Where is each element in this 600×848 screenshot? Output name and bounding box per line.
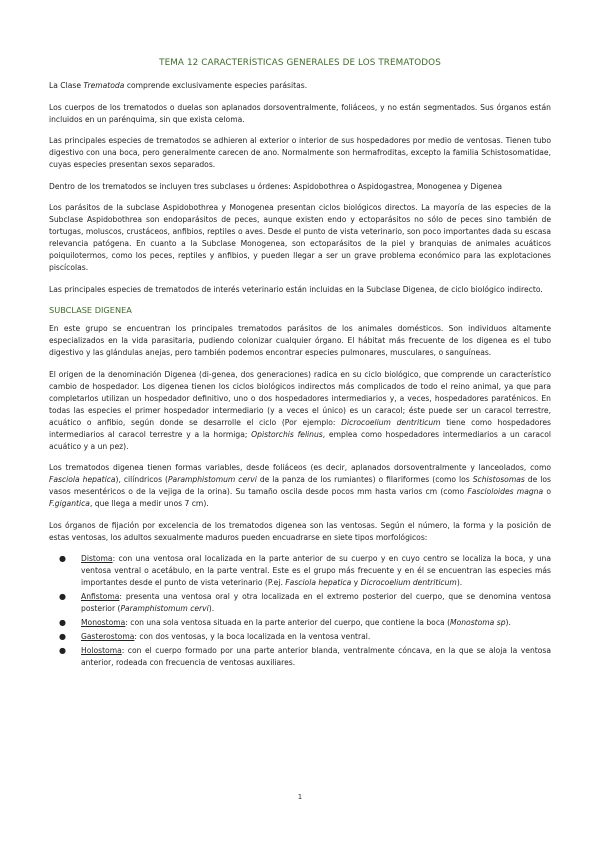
text: : con una ventosa oral localizada en la parte anterior de su cuerpo y en cuyo centro se localiza la boca, y una ventosa ventral o acetábulo, en la parte ventral. Este es el grupo más frecuente y en él se encuentran las especies más importantes desde el punto de vista veterinario (P.ej. (81, 554, 551, 587)
text: : con dos ventosas, y la boca localizada en la ventosa ventral. (134, 632, 371, 641)
term: Monostoma (81, 618, 126, 627)
bullet-icon: ● (59, 618, 66, 627)
taxon-name: Opistorchis felinus (251, 429, 323, 439)
page-number: 1 (297, 793, 303, 801)
taxon-name: Fascioloides magna (467, 487, 544, 496)
text: , que llega a medir unos 7 cm). (89, 499, 209, 508)
text: de la panza de los rumiantes) o filariformes (como los (256, 475, 473, 484)
bullet-icon: ● (59, 554, 66, 563)
taxon-name: Dicrocoelium dentriticum (360, 578, 457, 587)
bullet-icon: ● (59, 592, 66, 601)
document-page (49, 58, 551, 671)
text: y (351, 578, 361, 587)
text: , emplea como hospedadores intermediarios a un caracol acuático y a un pez). (49, 429, 551, 451)
taxon-name: F.gigantica (49, 499, 90, 508)
text: : presenta una ventosa oral y otra localizada en el extremo posterior del cuerpo, que se denomina ventosa posterior ( (81, 592, 551, 613)
text: : con una sola ventosa situada en la parte anterior del cuerpo, que contiene la boca ( (125, 618, 451, 627)
text: ). (208, 604, 215, 613)
list-item-distoma (49, 553, 551, 589)
taxon-name: Schistosomas (472, 475, 525, 484)
text: tiene como hospedadores intermediarios al caracol terrestre y a la hormiga; (49, 417, 552, 439)
section-heading-digenea: SUBCLASE DIGENEA (49, 305, 132, 315)
paragraph-attachment: Las principales especies de trematodos se adhieren al exterior o interior de sus hospedadores por medio de ventosas. Tienen tubo digestivo con una boca, pero generalmente carecen de ano. Normalmente son hermafroditas, excepto la familia Schistosomatidae, cuyas especies presentan sexos separados. (49, 136, 551, 169)
text: o (543, 487, 552, 496)
paragraph-digenea-origin (49, 369, 551, 453)
taxon-name: Fasciola hepatica (49, 475, 116, 484)
text: ), cilíndricos ( (115, 475, 168, 484)
text: ). (456, 578, 463, 587)
list-item-anfistoma (49, 591, 551, 615)
paragraph-subclasses: Dentro de los trematodos se incluyen tres subclases u órdenes: Aspidobothrea o Aspidogastrea, Monogenea y Digenea (49, 181, 503, 191)
paragraph-fixation-organs: Los órganos de fijación por excelencia de los trematodos digenea son las ventosas. Según el número, la forma y la posición de estas ventosas, los adultos sexualmente maduros pueden encuadrarse en siete tipos morfológicos: (49, 520, 551, 542)
morphology-list (49, 553, 551, 669)
paragraph-digenea-forms (49, 462, 551, 510)
paragraph-intro (49, 80, 551, 92)
text: comprende exclusivamente especies parásitas. (124, 81, 308, 90)
term: Holostoma (81, 646, 122, 655)
taxon-name: Monostoma sp (450, 618, 506, 627)
paragraph-digenea-habitat: En este grupo se encuentran los principales trematodos parásitos de los animales domésticos. Son individuos altamente especializados en la vida parasitaria, pudiendo colonizar cualquier órgano. El hábitat más frecuente de los digenea es el tubo digestivo y las glándulas anejas, pero también podemos encontrar especies pulmonares, musculares, o sanguíneas. (49, 324, 551, 357)
taxon-name: Trematoda (83, 81, 125, 90)
taxon-name: Paramphistomum cervi (120, 604, 209, 613)
bullet-icon: ● (59, 646, 66, 655)
term: Anfistoma (81, 592, 120, 601)
term: Gasterostoma (81, 632, 135, 641)
text: El origen de la denominación Digenea (di-genea, dos generaciones) radica en su ciclo biológico, que comprende un característico cambio de hospedador. Los digenea tienen los ciclos biológicos indirectos más complicados de todo el reino animal, ya que para completarlos utilizan un hospedador definitivo, uno o dos hospedadores intermediarios y, a veces, hospedadores paraténicos. En todas las especies el primer hospedador intermediario (y a veces el único) es un caracol; éste puede ser un caracol terrestre, acuático o anfibio, según donde se desarrolle el ciclo (Por ejemplo: (49, 369, 551, 427)
paragraph-aspidobothrea-monogenea: Los parásitos de la subclase Aspidobothrea y Monogenea presentan ciclos biológicos directos. La mayoría de las especies de la Subclase Aspidobothrea son endoparásitos de peces, aunque existen endo y ectoparásitos no sólo de peces sino también de tortugas, moluscos, crustáceos, anfibios, reptiles o aves. Desde el punto de vista veterinario, son poco importantes dada su escasa relevancia patógena. En cuanto a la Subclase Monogenea, son ectoparásitos de la piel y branquias de animales acuáticos poiquilotermos, como los peces, reptiles y anfibios, y pueden llegar a ser un grave problema económico para las explotaciones piscícolas. (49, 203, 551, 272)
text: Los trematodos digenea tienen formas variables, desde foliáceos (es decir, aplanados dorsoventralmente y lanceolados, como (49, 463, 551, 472)
taxon-name: Dicrocoelium dentriticum (341, 417, 441, 427)
paragraph-digenea-intro: Las principales especies de trematodos de interés veterinario están incluidas en la Subclase Digenea, de ciclo biológico indirecto. (49, 284, 543, 294)
bullet-icon: ● (59, 632, 66, 641)
text: de los vasos mesentéricos o de la vejiga de la orina). Su tamaño oscila desde pocos mm hasta varios cm (como (49, 475, 551, 496)
text: La Clase (49, 81, 84, 90)
text: : con el cuerpo formado por una parte anterior blanda, ventralmente cóncava, en la que se aloja la ventosa anterior, rodeada con frecuencia de ventosas auxiliares. (81, 646, 551, 667)
taxon-name: Fasciola hepatica (285, 578, 352, 587)
taxon-name: Paramphistomum cervi (167, 475, 257, 484)
term: Distoma (81, 554, 113, 563)
page-title: TEMA 12 CARACTERÍSTICAS GENERALES DE LOS TREMATODOS (159, 58, 441, 68)
list-item-monostoma (49, 617, 551, 629)
text: ). (505, 618, 511, 627)
paragraph-body-shape: Los cuerpos de los trematodos o duelas son aplanados dorsoventralmente, foliáceos, y no están segmentados. Sus órganos están incluidos en un parénquima, sin que exista celoma. (49, 102, 551, 124)
list-item-holostoma (49, 645, 551, 669)
list-item-gasterostoma (49, 631, 551, 643)
